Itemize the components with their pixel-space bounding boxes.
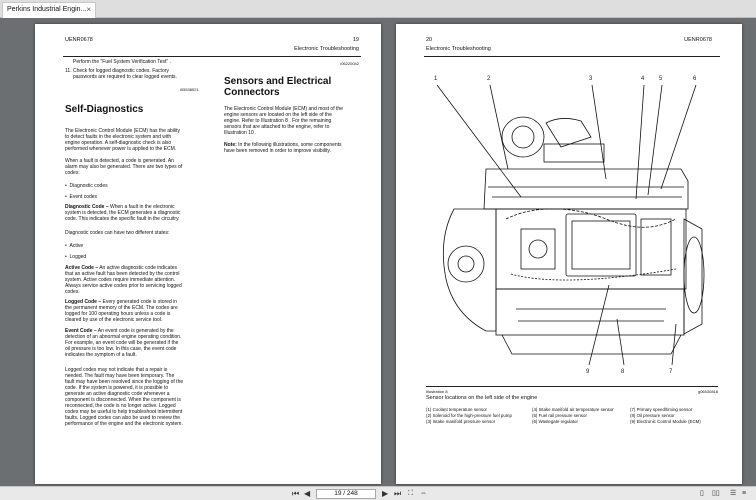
callout-3: 3 <box>589 76 593 82</box>
single-page-view-icon[interactable]: ▯ <box>700 490 704 497</box>
page-number: 20 <box>426 37 433 43</box>
figure-id: g06530818 <box>697 389 718 394</box>
legend-column: (4) Intake manifold air temperature sensor (5) Fuel rail pressure sensor (6) Wastegate regulator <box>532 407 614 424</box>
tab-title: Perkins Industrial Engin... <box>7 6 87 13</box>
paragraph: The Electronic Control Module (ECM) has the ability to detect faults in the electronic system and with engine operation. A self-diagnostic check is also performed whenever power is applied to the ECM. <box>65 128 181 152</box>
doc-id: UENR0678 <box>65 37 93 43</box>
diagnostic-code-paragraph: Diagnostic Code – When a fault in the electronic system is detected, the ECM generates a diagnostic code. This indicates the specific fault in the circuitry. <box>65 204 181 222</box>
sensors-heading: Sensors and Electrical Connectors <box>224 76 332 98</box>
callout-1: 1 <box>434 76 438 82</box>
active-code-paragraph: Active Code – An active diagnostic code indicates that an active fault has been detected by the control system. Active codes require immediate attention. Always service active codes prior to servicing logged codes. <box>65 265 182 295</box>
legend-column: (7) Primary speed/timing sensor (8) Oil pressure sensor (9) Electronic Control Module (ECM) <box>630 407 701 424</box>
page-number: 19 <box>352 37 359 43</box>
bullet-list-item: • Diagnostic codes <box>65 183 108 189</box>
event-code-paragraph: Event Code – An event code is generated by the detection of an abnormal engine operating condition. For example, an event code will be generated if the oil pressure is too low. In this case, the event code indicates the symptom of a fault. <box>65 328 182 358</box>
callout-4: 4 <box>641 76 645 82</box>
callout-2: 2 <box>487 76 491 82</box>
header-rule <box>424 56 720 57</box>
self-diagnostics-heading: Self-Diagnostics <box>65 104 144 115</box>
paragraph: Diagnostic codes can have two different states: <box>65 230 170 236</box>
two-page-view-icon[interactable]: ▯▯ <box>712 490 720 497</box>
step-11-text: Check for logged diagnostic codes. Factory passwords are required to clear logged events. <box>73 68 177 80</box>
close-tab-icon[interactable]: × <box>86 5 91 14</box>
callout-9: 9 <box>586 369 590 375</box>
tab-bar <box>0 0 756 18</box>
illustration-caption: Sensor locations on the left side of the engine <box>426 395 538 401</box>
engine-drawing <box>426 69 712 381</box>
figure-id: i05538521 <box>180 87 199 92</box>
continuous-view-icon[interactable]: ☰ <box>730 490 737 497</box>
perform-text: Perform the "Fuel System Verification Test" . <box>73 59 171 65</box>
caption-rule <box>426 386 718 387</box>
fit-width-icon[interactable]: ⇔ <box>420 490 427 497</box>
engine-illustration <box>426 69 712 381</box>
callout-8: 8 <box>621 369 625 375</box>
doc-id: UENR0678 <box>684 37 712 43</box>
logged-codes-paragraph: Logged codes may not indicate that a repair is needed. The fault may have been temporary. The fault may have been resolved since the logging of the code. If the system is powered, it is possible to generate an active diagnostic code whenever a component is disconnected. When the component is reconnected, the code is no longer active. Logged codes may be useful to help troubleshoot intermittent faults. Logged codes can also be used to review the performance of the engine and the electronic system. <box>65 367 184 427</box>
callout-7: 7 <box>669 369 673 375</box>
fit-page-icon[interactable]: ⛶ <box>408 490 413 497</box>
note-paragraph: Note: In the following illustrations, some components have been removed in order to improve visibility. <box>224 142 342 154</box>
logged-code-paragraph: Logged Code – Every generated code is stored in the permanent memory of the ECM. The codes are logged for 100 operating hours unless a code is cleared by use of the electronic service tool. <box>65 299 178 323</box>
callout-5: 5 <box>659 76 663 82</box>
document-tab[interactable] <box>2 2 96 18</box>
prev-page-icon[interactable]: ◀ <box>304 489 311 498</box>
page-number-input[interactable]: 19 / 248 <box>316 489 376 499</box>
bullet-list-item: • Logged <box>65 254 87 260</box>
section-title: Electronic Troubleshooting <box>294 46 359 52</box>
section-title: Electronic Troubleshooting <box>426 46 491 52</box>
header-rule <box>63 56 361 57</box>
overflow-menu-icon[interactable]: ≡ <box>742 490 747 497</box>
paragraph: The Electronic Control Module (ECM) and most of the engine sensors are located on the left side of the engine. Refer to Illustration 8 . For the remaining sensors that are attached to the engine, refer to Illustration 10 . <box>224 106 343 136</box>
paragraph: When a fault is detected, a code is generated. An alarm may also be generated. There are two types of codes: <box>65 158 183 176</box>
callout-6: 6 <box>693 76 697 82</box>
step-number: 11. <box>65 68 72 74</box>
page-20 <box>396 24 742 484</box>
page-19 <box>35 24 381 484</box>
document-viewer[interactable] <box>0 18 756 486</box>
page-navigation-toolbar <box>0 486 756 500</box>
figure-id: i06220042 <box>340 61 359 66</box>
next-page-icon[interactable]: ▶ <box>382 489 389 498</box>
bullet-list-item: • Active <box>65 243 84 249</box>
first-page-icon[interactable]: ⏮ <box>292 489 300 498</box>
last-page-icon[interactable]: ⏭ <box>394 489 402 498</box>
bullet-list-item: • Event codes <box>65 194 98 200</box>
legend-column: (1) Coolant temperature sensor (2) Solenoid for the high-pressure fuel pump (3) Intake manifold pressure sensor <box>426 407 512 424</box>
illustration-label: Illustration 8 <box>426 389 448 394</box>
